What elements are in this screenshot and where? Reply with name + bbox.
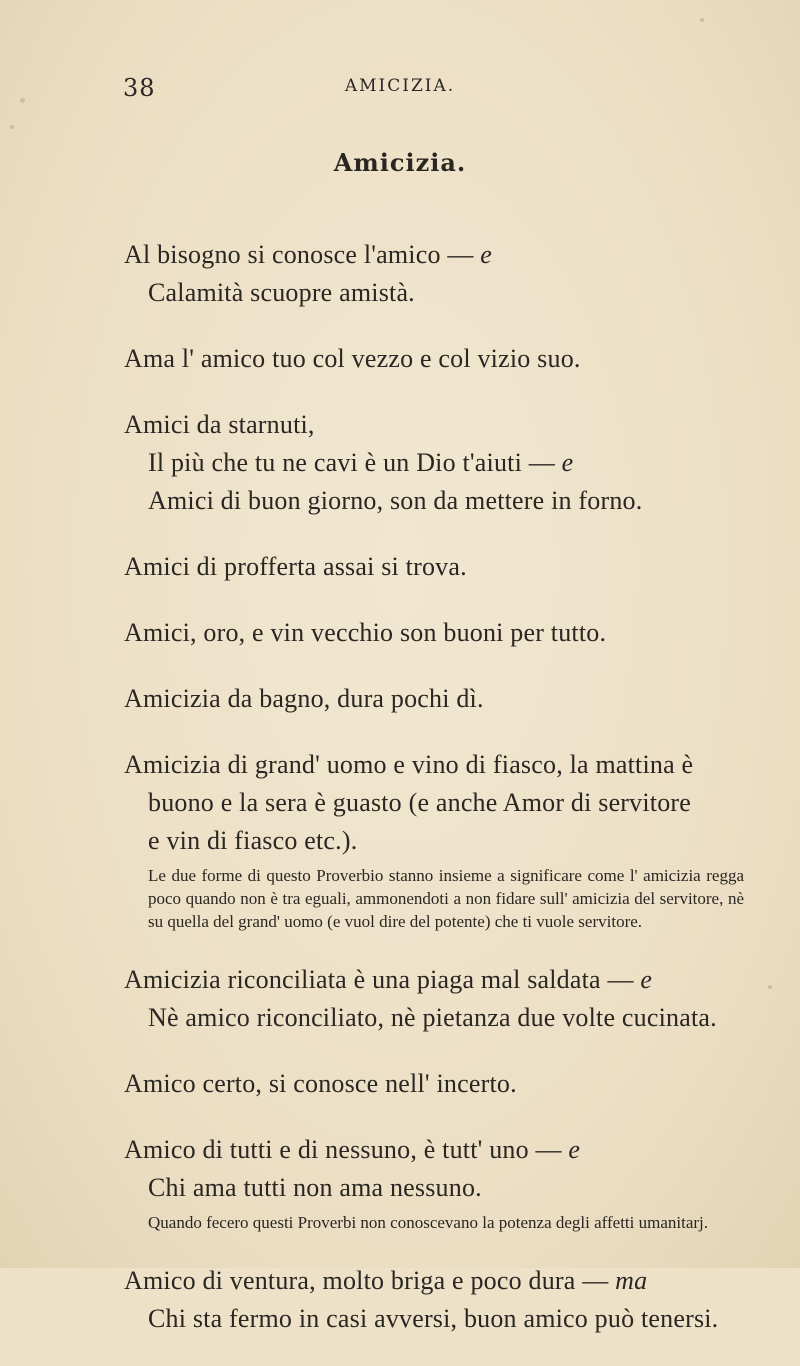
proverb-line	[124, 746, 744, 784]
proverb-text: Nè amico riconciliato, nè pietanza due volte cucinata.	[148, 1003, 717, 1032]
proverb-text: Ama l' amico tuo col vezzo e col vizio suo.	[124, 344, 581, 373]
proverb-line	[124, 548, 744, 586]
conjunction-marker: ma	[615, 1266, 648, 1295]
proverb-entry	[124, 961, 744, 1037]
conjunction-marker: e	[480, 240, 493, 269]
proverb-line	[124, 614, 744, 652]
commentary-note: Le due forme di questo Proverbio stanno insieme a significare come l' amicizia regga poco quando non è tra eguali, ammonendoti a non fidare sull' amicizia del servitore, nè su quella del grand' uomo (e vuol dire del potente) che ti vuole servitore.	[148, 866, 744, 931]
proverb-entry	[124, 236, 744, 312]
proverb-line	[124, 1300, 744, 1338]
proverb-text: Amico certo, si conosce nell' incerto.	[124, 1069, 517, 1098]
proverb-text: Amicizia di grand' uomo e vino di fiasco, la mattina è	[124, 750, 694, 779]
proverb-entry	[124, 1131, 744, 1234]
paper-speck	[700, 18, 704, 22]
proverb-text: Al bisogno si conosce l'amico —	[124, 240, 474, 269]
section-title: Amicizia.	[333, 148, 467, 177]
proverb-text: Amici di buon giorno, son da mettere in forno.	[148, 486, 643, 515]
proverb-line	[124, 1169, 744, 1207]
proverb-text: Amici, oro, e vin vecchio son buoni per tutto.	[124, 618, 607, 647]
proverb-entry	[124, 406, 744, 520]
proverb-text: buono e la sera è guasto (e anche Amor di servitore	[148, 788, 692, 817]
proverb-line	[124, 784, 744, 822]
proverb-text: Amicizia riconciliata è una piaga mal saldata —	[124, 965, 634, 994]
proverb-entry	[124, 340, 744, 378]
proverb-text: e vin di fiasco etc.).	[148, 826, 358, 855]
proverb-entry	[124, 548, 744, 586]
proverb-entry	[124, 1262, 744, 1338]
proverb-text: Chi sta fermo in casi avversi, buon amico può tenersi.	[148, 1304, 719, 1333]
proverb-line	[124, 680, 744, 718]
commentary-note: Quando fecero questi Proverbi non conoscevano la potenza degli affetti umanitarj.	[148, 1213, 709, 1232]
proverb-text: Amico di tutti e di nessuno, è tutt' uno —	[124, 1135, 562, 1164]
proverb-text: Calamità scuopre amistà.	[148, 278, 415, 307]
page-header	[0, 74, 800, 104]
proverb-line	[124, 1065, 744, 1103]
proverb-line	[124, 274, 744, 312]
running-head: AMICIZIA.	[344, 76, 456, 96]
proverb-text: Chi ama tutti non ama nessuno.	[148, 1173, 482, 1202]
proverb-line	[124, 999, 744, 1037]
proverb-text: Amicizia da bagno, dura pochi dì.	[124, 684, 484, 713]
proverb-line	[124, 822, 744, 860]
proverb-line	[124, 961, 744, 999]
proverb-line	[124, 482, 744, 520]
proverb-line	[124, 236, 744, 274]
proverb-line	[124, 444, 744, 482]
proverb-text: Amici da starnuti,	[124, 410, 315, 439]
proverb-entry	[124, 680, 744, 718]
paper-speck	[10, 125, 14, 129]
conjunction-marker: e	[561, 448, 574, 477]
proverb-line	[124, 1131, 744, 1169]
conjunction-marker: e	[568, 1135, 581, 1164]
proverb-list	[124, 236, 744, 1366]
proverb-text: Il più che tu ne cavi è un Dio t'aiuti —	[148, 448, 555, 477]
proverb-line	[124, 406, 744, 444]
proverb-entry	[124, 746, 744, 933]
proverb-text: Amici di profferta assai si trova.	[124, 552, 467, 581]
proverb-entry	[124, 1065, 744, 1103]
proverb-entry	[124, 614, 744, 652]
proverb-line	[124, 340, 744, 378]
conjunction-marker: e	[640, 965, 653, 994]
page-number: 38	[123, 74, 156, 102]
paper-speck	[768, 985, 772, 989]
proverb-text: Amico di ventura, molto briga e poco dura —	[124, 1266, 609, 1295]
